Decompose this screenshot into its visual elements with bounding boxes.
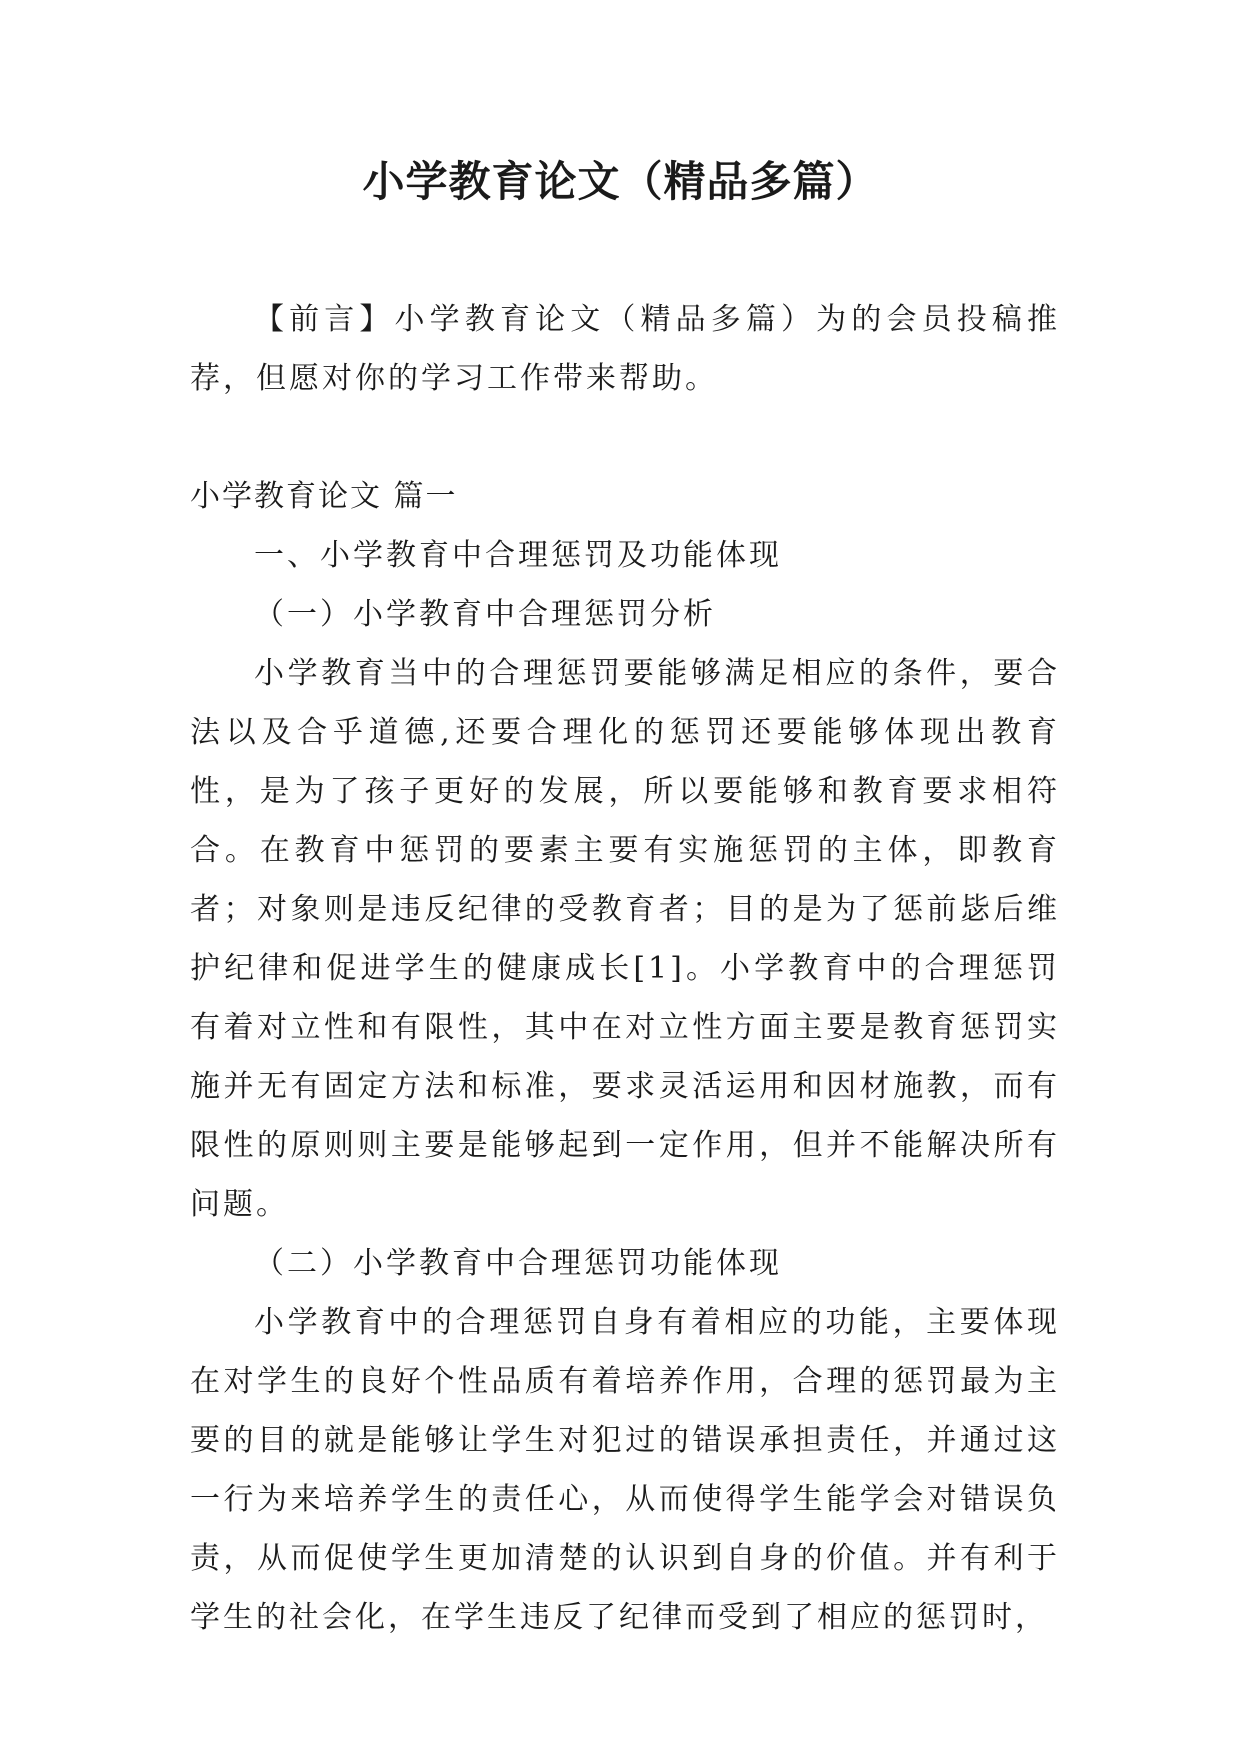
- subheading-analysis: （一）小学教育中合理惩罚分析: [254, 597, 716, 632]
- document-body: [190, 290, 1060, 1647]
- body-paragraph: 小学教育中的合理惩罚自身有着相应的功能，主要体现在对学生的良好个性品质有着培养作用，合理的惩罚最为主要的目的就是能够让学生对犯过的错误承担责任，并通过这一行为来培养学生的责任心，从而使得学生能学会对错误负责，从而促使学生更加清楚的认识到自身的价值。并有利于学生的社会化，在学生违反了纪律而受到了相应的惩罚时，: [190, 1305, 1060, 1635]
- heading-level-1: 一、小学教育中合理惩罚及功能体现: [254, 538, 782, 573]
- subheading-function: （二）小学教育中合理惩罚功能体现: [254, 1246, 782, 1281]
- document-title: 小学教育论文（精品多篇）: [362, 157, 879, 206]
- body-paragraph: 小学教育当中的合理惩罚要能够满足相应的条件，要合法以及合乎道德,还要合理化的惩罚还要能够体现出教育性，是为了孩子更好的发展，所以要能够和教育要求相符合。在教育中惩罚的要素主要有实施惩罚的主体，即教育者；对象则是违反纪律的受教育者；目的是为了惩前毖后维护纪律和促进学生的健康成长[1]。小学教育中的合理惩罚有着对立性和有限性，其中在对立性方面主要是教育惩罚实施并无有固定方法和标准，要求灵活运用和因材施教，而有限性的原则则主要是能够起到一定作用，但并不能解决所有问题。: [190, 656, 1060, 1222]
- section-title: 小学教育论文 篇一: [190, 479, 458, 514]
- preface-paragraph: 【前言】小学教育论文（精品多篇）为的会员投稿推荐，但愿对你的学习工作带来帮助。: [190, 302, 1060, 396]
